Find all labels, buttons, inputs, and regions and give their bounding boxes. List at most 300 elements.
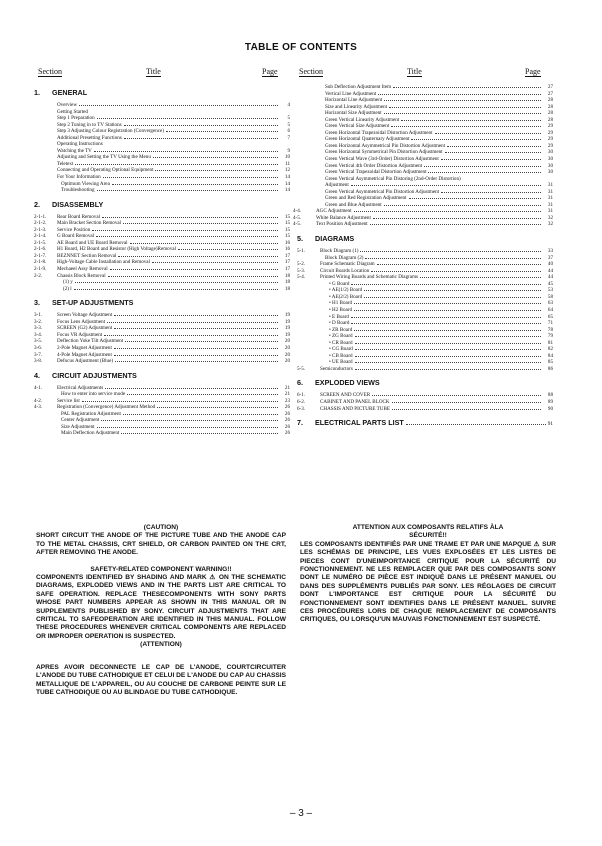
dot-leader: [97, 118, 278, 119]
entry-title: 4-Pole Magnet Adjustment: [57, 351, 112, 358]
dot-leader: [447, 146, 541, 147]
entry-title: Teletext: [57, 160, 74, 167]
caution-notice: [36, 524, 286, 697]
entry-title: Green Vertical Linearity Adjustment: [325, 116, 400, 123]
dot-leader: [428, 172, 541, 173]
entry-page: 29: [547, 129, 553, 136]
entry-title: Green and Red Registration Adjustment: [325, 195, 407, 202]
entry-page: 27: [547, 90, 553, 97]
dot-leader: [74, 289, 278, 290]
entry-page: 17: [284, 252, 290, 259]
entry-title: Circuit Boards Location: [320, 267, 370, 274]
section-number: 7.: [297, 418, 303, 428]
dot-leader: [373, 218, 541, 219]
entry-number: 2-1-7.: [34, 252, 47, 259]
entry-page: 30: [547, 156, 553, 163]
dot-leader: [114, 328, 278, 329]
section-header: Section: [299, 67, 323, 76]
entry-number: [34, 286, 57, 293]
dot-leader: [384, 205, 541, 206]
dot-leader: [123, 223, 278, 224]
entry-title: • CG Board: [329, 346, 353, 353]
entry-page: 5: [287, 115, 290, 122]
entry-title: Sub Deflection Adjustment Item: [325, 84, 392, 90]
entry-title: Horizontal Size Adjustment: [325, 110, 382, 117]
entry-page: 21: [284, 384, 290, 391]
entry-page: 19: [284, 318, 290, 325]
dot-leader: [157, 407, 278, 408]
entry-page: 21: [284, 391, 290, 398]
dot-leader: [424, 166, 541, 167]
entry-page: 11: [285, 160, 290, 167]
dot-leader: [103, 177, 278, 178]
entry-title: Green Vertical Size Adjustment: [325, 123, 390, 130]
attention-heading: (ATTENTION): [140, 641, 182, 649]
page-number: – 3 –: [289, 808, 313, 819]
dot-leader: [355, 336, 541, 337]
entry-page: 90: [547, 405, 553, 412]
entry-number: 3-3.: [34, 325, 43, 332]
entry-page: 32: [547, 214, 553, 221]
entry-title: Connecting and Operating Optional Equipment: [57, 167, 154, 174]
attention-text: APRES AVOIR DECONNECTE LE CAP DE L'ANODE, COURTCIRCUITER L'ANODE DU TUBE CATHODIQUE ET CELUI DE L'ANODE DU CAP AU CHASSIS METALLIQUE DE L'APPAREIL, OU AU COUCHE DE CARBONE PEINTE SUR LE TUBE CATHODIQUE OU AU BLINDAGE DU TUBE CATHODIQUE.: [36, 663, 286, 696]
dot-leader: [94, 151, 278, 152]
section-title: GENERAL: [52, 88, 88, 97]
entry-page: 9: [287, 147, 290, 154]
entry-title: Defocus Adjustment (Blue): [57, 358, 114, 365]
section-title: CIRCUIT ADJUSTMENTS: [52, 370, 137, 380]
dot-leader: [102, 217, 278, 218]
toc-entry[interactable]: [34, 187, 290, 194]
entry-title: • AE(1/2) Board: [329, 287, 363, 294]
entry-title: Size and Linearity Adjustment: [325, 103, 388, 110]
entry-number: 3-5.: [34, 338, 43, 345]
entry-page: 58: [547, 293, 553, 300]
section-title: DISASSEMBLY: [52, 199, 104, 209]
dot-leader: [360, 251, 541, 252]
dot-leader: [355, 362, 541, 363]
entry-title: Vertical Line Adjustment: [325, 90, 377, 97]
dot-leader: [355, 349, 541, 350]
toc-entry[interactable]: [34, 286, 290, 293]
entry-number: 3-8.: [34, 358, 43, 365]
entry-page: 14: [284, 187, 290, 194]
entry-number: 5-1.: [297, 248, 306, 255]
dot-leader: [121, 433, 278, 434]
dot-leader: [351, 185, 541, 186]
dot-leader: [355, 343, 541, 344]
entry-page: 32: [547, 221, 553, 228]
entry-page: 28: [547, 97, 553, 104]
entry-number: 4-5.: [293, 221, 302, 228]
title-header: Title: [407, 67, 422, 76]
entry-title: • CR Board: [329, 339, 353, 346]
section-title: ELECTRICAL PARTS LIST: [315, 418, 404, 428]
entry-number: 4-1.: [34, 384, 43, 391]
section-page: 91: [547, 421, 553, 428]
entry-title: Troubleshooting: [61, 187, 95, 194]
dot-leader: [435, 133, 541, 134]
dot-leader: [370, 224, 541, 225]
entry-page: 18: [284, 285, 290, 292]
dot-leader: [389, 107, 541, 108]
entry-page: 4: [287, 102, 290, 108]
entry-page: 26: [284, 423, 290, 430]
entry-title: High-Voltage Cable Installation and Removal: [57, 259, 150, 266]
entry-title: Additional Presetting Functions: [57, 134, 122, 141]
entry-page: 20: [284, 351, 290, 358]
entry-page: 31: [547, 201, 553, 208]
entry-number: 3-4.: [34, 331, 43, 338]
dot-leader: [92, 230, 278, 231]
entry-page: 81: [547, 339, 553, 346]
dot-leader: [152, 262, 278, 263]
entry-number: 4-4.: [293, 208, 302, 215]
entry-title: Green Vertical Trapezoidal Distortion Adjustment: [325, 169, 427, 176]
entry-title: • CB Board: [329, 352, 353, 359]
dot-leader: [127, 394, 278, 395]
section-heading: [34, 298, 290, 307]
entry-title: • ZR Board: [329, 326, 353, 333]
section-heading: [34, 88, 290, 97]
entry-title: Adjusting and Setting the TV Using the Menu: [57, 154, 151, 161]
page-header: Page: [262, 67, 278, 76]
entry-title: • E Board: [329, 313, 349, 320]
dot-leader: [114, 315, 278, 316]
entry-title: CHASSIS AND PICTURE TUBE: [320, 405, 390, 412]
dot-leader: [372, 395, 541, 396]
entry-title: Optimum Viewing Area: [61, 180, 110, 187]
dot-leader: [110, 269, 278, 270]
entry-title: Horizontal Line Adjustment: [325, 97, 383, 104]
dot-leader: [114, 355, 278, 356]
entry-page: 29: [547, 136, 553, 143]
entry-title: Watching the TV: [57, 147, 92, 154]
section-number: 4.: [34, 370, 40, 380]
entry-title: (2) l: [63, 285, 72, 292]
entry-number: 6-2.: [297, 398, 306, 405]
dot-leader: [364, 297, 541, 298]
entry-page: 64: [547, 306, 553, 313]
entry-page: 85: [547, 359, 553, 366]
entry-title: Service Position: [57, 226, 91, 233]
title-header: Title: [146, 67, 161, 76]
entry-title: • H2 Board: [329, 306, 353, 313]
entry-title: Overview: [57, 102, 78, 108]
entry-title: Text Position Adjustment: [316, 221, 368, 228]
entry-title: SCREEN (G2) Adjustment: [57, 325, 113, 332]
entry-page: 65: [547, 313, 553, 320]
toc-right-column: [293, 84, 553, 432]
caution-heading: (CAUTION): [143, 524, 179, 531]
entry-page: 31: [547, 188, 553, 195]
toc-entry[interactable]: [34, 358, 290, 365]
left-column-header: [38, 67, 293, 79]
entry-page: 5: [287, 121, 290, 128]
entry-title: Deflection Yoke Tilt Adjustment: [57, 338, 124, 345]
dot-leader: [355, 369, 541, 370]
entry-title: Semiconductors: [320, 365, 353, 372]
dot-leader: [406, 424, 546, 425]
entry-number: [34, 187, 57, 194]
toc-left-column: [34, 82, 290, 437]
dot-leader: [445, 152, 541, 153]
attention-fr-notice: [300, 524, 556, 625]
dot-leader: [75, 164, 278, 165]
dot-leader: [384, 113, 541, 114]
entry-title: Chassis Block Removal: [57, 272, 106, 279]
entry-page: 33: [547, 248, 553, 255]
section-header: Section: [38, 67, 62, 76]
dot-leader: [118, 256, 278, 257]
entry-title: Main Bracket Section Removal: [57, 220, 122, 227]
entry-page: 44: [547, 267, 553, 274]
entry-page: 20: [284, 338, 290, 345]
right-column-header: [299, 67, 554, 79]
entry-number: 3-2.: [34, 318, 43, 325]
entry-page: 45: [547, 280, 553, 287]
entry-page: 12: [284, 167, 290, 174]
entry-page: 20: [284, 344, 290, 351]
entry-number: 2-1-1.: [34, 213, 47, 220]
entry-title: Green Vertical Asymmetrical Pin Distoring (2nd-Order Distortion): [325, 175, 461, 182]
dot-leader: [377, 264, 541, 265]
entry-page: 86: [547, 365, 553, 372]
entry-page: 30: [547, 162, 553, 169]
entry-page: 18: [284, 279, 290, 286]
entry-number: 5-4.: [297, 274, 306, 281]
entry-page: 7: [287, 134, 290, 141]
entry-number: 2-1-5.: [34, 239, 47, 246]
entry-title: Green and Blue Adjustment: [325, 201, 382, 208]
entry-page: 89: [547, 398, 553, 405]
entry-title: G Board Removal: [57, 233, 95, 240]
entry-title: Size Adjustment: [61, 423, 95, 430]
entry-page: 17: [284, 259, 290, 266]
entry-page: 19: [284, 331, 290, 338]
dot-leader: [351, 317, 541, 318]
entry-title: Green Vertical 4th Order Distortion Adjustment: [325, 162, 423, 169]
entry-title: Focus VR Adjustment: [57, 331, 103, 338]
entry-number: 2-1-3.: [34, 226, 47, 233]
section-heading: [297, 234, 553, 243]
entry-page: 27: [547, 84, 553, 90]
entry-number: 5-2.: [297, 261, 306, 268]
entry-page: 26: [284, 417, 290, 424]
entry-number: 6-3.: [297, 405, 306, 412]
entry-title: • G Board: [329, 280, 350, 287]
dot-leader: [166, 131, 278, 132]
dot-leader: [79, 105, 278, 106]
entry-title: • ZG Board: [329, 333, 353, 340]
entry-title: Screen Voltage Adjustment: [57, 312, 113, 319]
entry-title: Green Vertical Wave (3rd-Order) Distortion Adjustment: [325, 156, 439, 163]
entry-title: • AE(2/2) Board: [329, 293, 363, 300]
dot-leader: [401, 120, 541, 121]
toc-entry[interactable]: [34, 430, 290, 437]
dot-leader: [351, 323, 541, 324]
section-title: DIAGRAMS: [315, 234, 355, 244]
entry-title: Main Deflection Adjustment: [61, 430, 120, 437]
section-number: 3.: [34, 298, 40, 308]
page-header: Page: [525, 67, 541, 76]
section-heading: [297, 378, 553, 387]
entry-page: 37: [547, 254, 553, 261]
entry-page: 23: [284, 397, 290, 404]
dot-leader: [364, 290, 541, 291]
entry-page: 14: [284, 174, 290, 181]
entry-number: 2-1-2.: [34, 220, 47, 227]
entry-number: 5-5.: [297, 365, 306, 372]
entry-page: 79: [547, 333, 553, 340]
entry-title: (1) y: [63, 279, 73, 286]
section-number: 1.: [34, 88, 40, 97]
dot-leader: [365, 258, 541, 259]
dot-leader: [97, 427, 278, 428]
entry-title: Block Diagram (2): [325, 254, 364, 261]
entry-page: 63: [547, 300, 553, 307]
entry-title: White Balance Adjustment: [316, 214, 371, 221]
dot-leader: [354, 211, 541, 212]
entry-title: For Your Information: [57, 174, 101, 181]
entry-page: 16: [284, 239, 290, 246]
entry-page: 20: [284, 358, 290, 365]
dot-leader: [351, 284, 541, 285]
entry-number: 2-1-6.: [34, 246, 47, 253]
dot-leader: [82, 401, 278, 402]
entry-title: Green Horizontal Quaternary Adjustment: [325, 136, 410, 143]
attention-fr-text: LES COMPOSANTS IDENTIFIÉS PAR UNE TRAME ET PAR UNE MAPQUE ⚠ SUR LES SCHÉMAS DE PRINCIPE, LES VUES EXPLOSÉES ET LES LISTES DE PIECES CONT D'UNEIMPORTANCE CRITIQUE POUR LA SÉCURITÉ DU FONCTIONNEMENT. NE LES REMPLACER QUE PAR DES COMPOSANTS SONY DONT LE NUMÉRO DE PIÈCE EST INDIQUÉ DANS LE PRÉSENT MANUEL OU DANS DES SUPPLÉMENTS PUBLIÉS PAR SONY. LES RÉGLAGES DE CIRCUIT DONT L'IMPORTANCE EST CRITIQUE POUR LA SÉCURITÉ DU FONCTIONNEMENT SONT IDENTIFIES DANS LE PRÉSENT MANUEL. SUIVRE CES PROCÉDURES LORS DE CHAQUE REMPLACEMENT DE COMPOSANTS CRITIQUES, OU LORSQU'UN MAUVAIS FONCTIONNEMENT EST SUSPECTÉ.: [300, 540, 556, 624]
entry-page: 84: [547, 352, 553, 359]
entry-number: 2-2.: [34, 272, 43, 279]
entry-title: Green Vertical Asymmetrical Pin Distortion Adjustment: [325, 188, 440, 195]
entry-page: 26: [284, 430, 290, 437]
toc-entry[interactable]: [297, 366, 553, 373]
entry-page: 29: [547, 123, 553, 130]
entry-page: 26: [284, 410, 290, 417]
entry-title: Step 3 Adjusting Colour Registration (Convergence): [57, 128, 165, 135]
entry-number: 4-2.: [34, 397, 43, 404]
entry-number: 3-1.: [34, 312, 43, 319]
entry-number: 3-6.: [34, 344, 43, 351]
attention-fr-heading: ATTENTION AUX COMPOSANTS RELATIFS ÀLA: [352, 524, 504, 531]
entry-page: 31: [547, 195, 553, 202]
entry-page: 31: [547, 208, 553, 215]
section-title: EXPLODED VIEWS: [315, 378, 380, 388]
attention-fr-heading-2: SÉCURITÉ!!: [409, 532, 447, 540]
dot-leader: [107, 322, 278, 323]
section-number: 5.: [297, 234, 303, 244]
entry-title: Printed Wiring Boards and Schematic Diagrams: [320, 274, 419, 281]
entry-title: SCREEN AND COVER: [320, 392, 371, 399]
dot-leader: [354, 330, 541, 331]
dot-leader: [130, 243, 278, 244]
dot-leader: [355, 356, 541, 357]
entry-number: 2-1-4.: [34, 233, 47, 240]
section-heading: [34, 371, 290, 380]
entry-page: 40: [547, 261, 553, 268]
entry-page: 15: [284, 220, 290, 227]
dot-leader: [384, 100, 541, 101]
entry-number: 5-3.: [297, 267, 306, 274]
dot-leader: [153, 157, 278, 158]
entry-title: How to enter into service mode: [61, 391, 126, 398]
section-number: 6.: [297, 378, 303, 388]
dot-leader: [391, 126, 541, 127]
section-number: 2.: [34, 199, 40, 209]
entry-page: 16: [284, 246, 290, 253]
dot-leader: [354, 310, 541, 311]
dot-leader: [354, 303, 541, 304]
entry-number: 6-1.: [297, 392, 306, 399]
toc-entry[interactable]: [293, 221, 553, 228]
caution-text: SHORT CIRCUIT THE ANODE OF THE PICTURE TUBE AND THE ANODE CAP TO THE METAL CHASSIS, CRT SHIELD, OR CARBON PAINTED ON THE CRT, AFTER REMOVING THE ANODE.: [36, 532, 286, 557]
toc-entry[interactable]: [297, 406, 553, 413]
entry-number: [34, 430, 57, 437]
section-title: SET-UP ADJUSTMENTS: [52, 298, 134, 308]
entry-page: 30: [547, 149, 553, 156]
entry-title: Center Adjustment: [61, 417, 100, 424]
entry-page: 30: [547, 169, 553, 176]
dot-leader: [124, 125, 278, 126]
dot-leader: [97, 190, 279, 191]
page-title: TABLE OF CONTENTS: [244, 42, 358, 53]
entry-title: Step 1 Preparation: [57, 115, 95, 122]
entry-title: H1 Board, H2 Board and Resistor (High Voltage)Removal: [57, 246, 176, 253]
entry-title: 2-Pole Magnet Adjustment: [57, 344, 112, 351]
section-heading: [297, 418, 553, 427]
dot-leader: [409, 198, 542, 199]
dot-leader: [104, 335, 278, 336]
entry-title: PAL Registration Adjustment: [61, 410, 121, 417]
entry-title: Block Diagram (1): [320, 248, 359, 255]
dot-leader: [123, 414, 278, 415]
dot-leader: [75, 282, 278, 283]
dot-leader: [101, 420, 278, 421]
entry-title: Adjustment: [325, 182, 349, 189]
entry-page: 82: [547, 346, 553, 353]
entry-number: 2-1-8.: [34, 259, 47, 266]
entry-page: 19: [284, 312, 290, 319]
dot-leader: [420, 277, 541, 278]
section-heading: [34, 200, 290, 209]
entry-page: 44: [547, 274, 553, 281]
entry-title: Electrical Adjustments: [57, 384, 104, 391]
entry-page: 15: [284, 213, 290, 220]
entry-page: 71: [547, 320, 553, 327]
dot-leader: [178, 249, 278, 250]
entry-page: 29: [547, 142, 553, 149]
entry-page: 28: [547, 110, 553, 117]
entry-title: Green Horizontal Asymmetrical Pin Distortion Adjustment: [325, 142, 446, 149]
dot-leader: [114, 348, 278, 349]
entry-title: Frame Schematic Diagram: [320, 261, 375, 268]
entry-page: 14: [284, 180, 290, 187]
dot-leader: [441, 192, 541, 193]
entry-title: Service list: [57, 397, 80, 404]
warning-heading: SAFETY-RELATED COMPONENT WARNING!!: [90, 565, 232, 573]
entry-title: Getting Started: [57, 108, 88, 115]
dot-leader: [124, 138, 278, 139]
entry-page: 15: [284, 233, 290, 240]
entry-page: 17: [284, 266, 290, 273]
entry-title: • D Board: [329, 320, 350, 327]
entry-page: 88: [547, 392, 553, 399]
entry-title: Step 2 Tuning in to TV Stations: [57, 121, 122, 128]
entry-title: • UE Board: [329, 359, 353, 366]
entry-page: 28: [547, 116, 553, 123]
dot-leader: [441, 159, 541, 160]
